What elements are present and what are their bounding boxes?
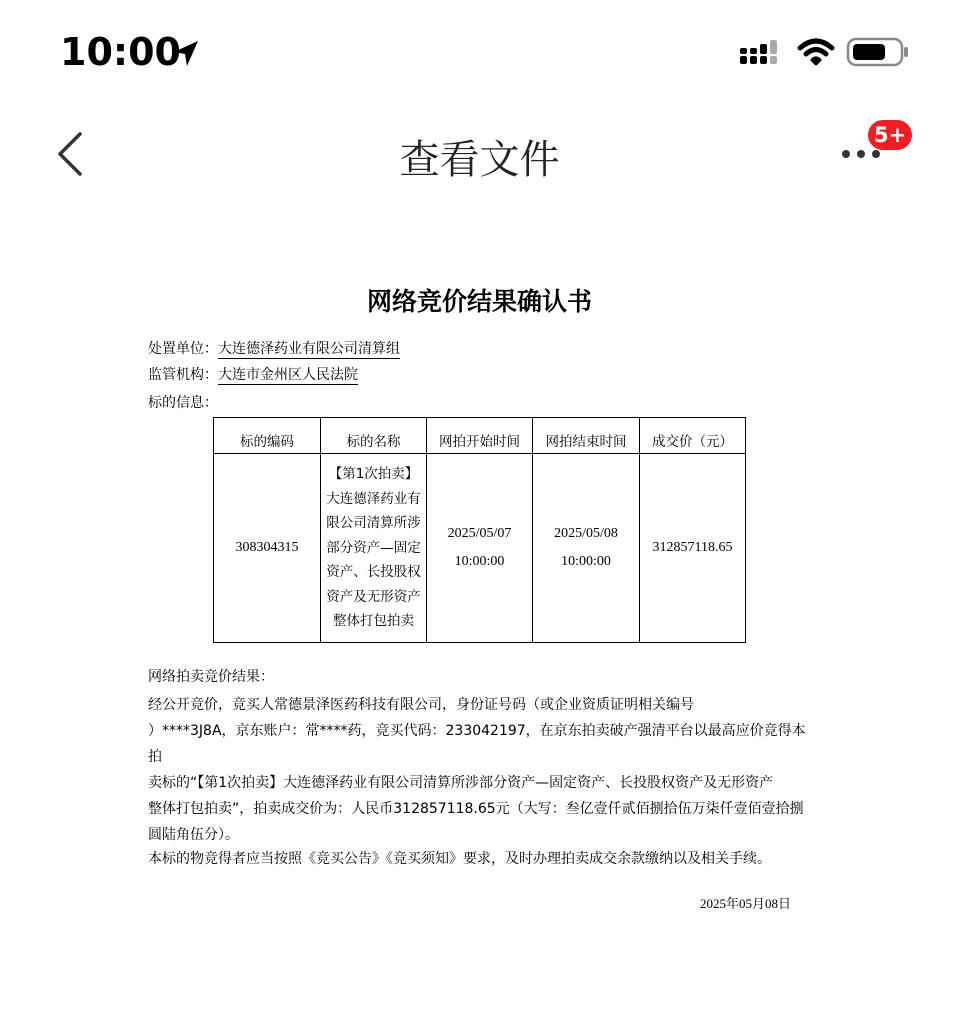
name-line: 【第1次拍卖】 (328, 466, 419, 482)
end-clock: 10:00:00 (561, 553, 611, 569)
status-time: 10:00 (60, 30, 181, 74)
battery-icon (846, 36, 910, 68)
result-paragraph (148, 692, 818, 848)
result-label: 网络拍卖竞价结果： (148, 669, 274, 685)
document-title: 网络竞价结果确认书 (366, 287, 592, 316)
header-code: 标的编码 (214, 418, 321, 454)
supervisor-value: 大连市金州区人民法院 (218, 367, 358, 383)
cell-price: 312857118.65 (640, 454, 746, 643)
status-bar (0, 0, 959, 100)
cell-start-time (427, 454, 533, 643)
name-line: 整体打包拍卖 (333, 613, 414, 629)
name-line: 大连德泽药业有 (326, 490, 421, 507)
cellular-signal-icon (738, 38, 782, 68)
disposal-unit-label: 处置单位： (148, 341, 218, 357)
navigation-bar (0, 110, 959, 200)
supervisor-line (148, 364, 358, 384)
notification-badge: 5+ (868, 120, 912, 150)
header-price: 成交价（元） (640, 418, 746, 454)
disposal-unit-line (148, 338, 400, 358)
result-line: 卖标的“【第1次拍卖】大连德泽药业有限公司清算所涉部分资产—固定资产、长投股权资产及无形资产 (148, 775, 774, 791)
location-arrow-icon (170, 38, 202, 70)
result-line: 圆陆角伍分）。 (148, 827, 239, 843)
name-line: 资产、长投股权 (326, 564, 421, 580)
wifi-icon (796, 36, 836, 68)
page-title: 查看文件 (399, 137, 560, 183)
end-date: 2025/05/08 (554, 525, 618, 541)
result-line: ）****3J8A，京东账户：常****药，竞买代码：233042197，在京东拍卖破产强清平台以最高应价竞得本拍 (148, 723, 806, 765)
name-line: 限公司清算所涉 (326, 515, 421, 531)
name-line: 部分资产—固定 (326, 539, 421, 556)
result-line: 经公开竞价，竞买人常德景泽医药科技有限公司，身份证号码（或企业资质证明相关编号 (148, 697, 694, 713)
header-end-time: 网拍结束时间 (533, 418, 640, 454)
subject-info-label: 标的信息： (148, 395, 218, 411)
header-name: 标的名称 (321, 418, 427, 454)
cell-name (321, 454, 427, 643)
cell-code: 308304315 (214, 454, 321, 643)
start-date: 2025/05/07 (447, 525, 512, 541)
document-date: 2025年05月08日 (700, 896, 792, 911)
result-line: 整体打包拍卖”，拍卖成交价为：人民币312857118.65元（大写：叁亿壹仟贰佰捌拾伍万柒仟壹佰壹拾捌 (148, 801, 804, 817)
start-clock: 10:00:00 (454, 553, 505, 569)
header-start-time: 网拍开始时间 (427, 418, 533, 454)
supervisor-label: 监管机构： (148, 367, 218, 383)
table-header-row (214, 418, 746, 454)
name-line: 资产及无形资产 (326, 588, 421, 605)
disposal-unit-value: 大连德泽药业有限公司清算组 (218, 341, 400, 357)
table-row (214, 454, 746, 643)
cell-end-time (533, 454, 640, 643)
subject-table (213, 417, 746, 643)
notice-paragraph: 本标的物竞得者应当按照《竞买公告》《竞买须知》要求，及时办理拍卖成交余款缴纳以及相关手续。 (148, 851, 771, 867)
